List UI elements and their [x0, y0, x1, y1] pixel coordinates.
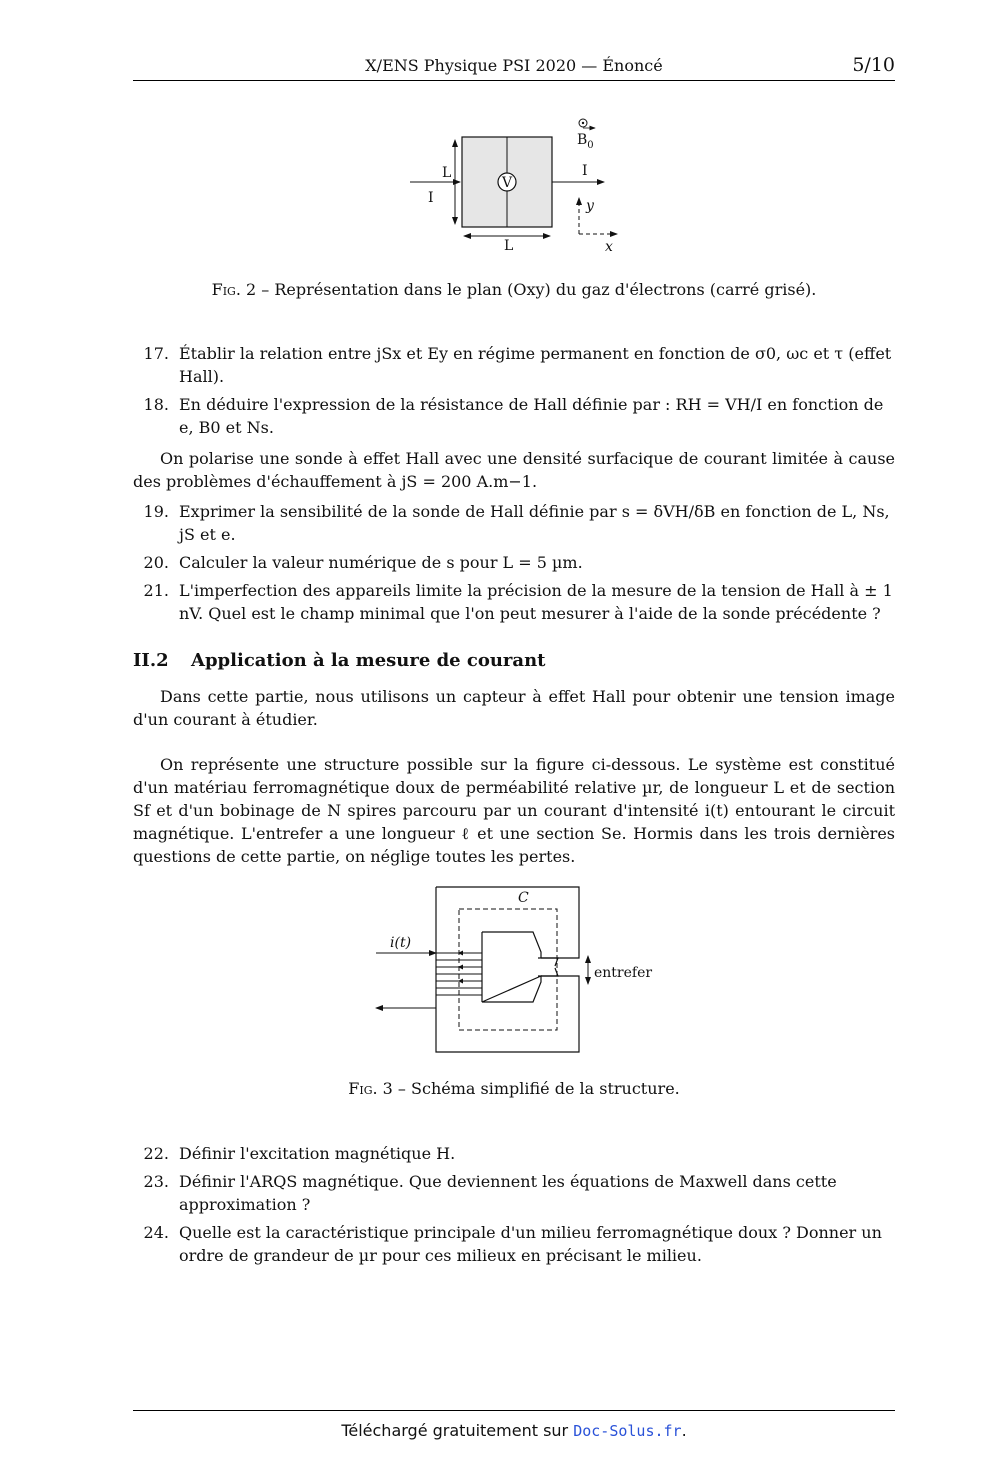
voltmeter-label: V	[501, 175, 513, 191]
axis-label-x: x	[605, 239, 613, 255]
section-heading: II.2 Application à la mesure de courant	[133, 650, 546, 671]
paragraph-structure: On représente une structure possible sur la figure ci-dessous. Le système est constitué d'un matériau ferromagnétique doux de perméabilité relative µr, de longueur L et de section Sf et d'un bobinage de N spires parcouru par un courant d'intensité i(t) entourant le circuit magnétique. L'entrefer a une longueur ℓ et une section Se. Hormis dans les trois dernières questions de cette partie, on néglige toutes les pertes.	[133, 755, 895, 866]
figure-3-caption: Fig. 3 – Schéma simplifié de la structure.	[348, 1079, 680, 1098]
gap-label: entrefer	[594, 965, 653, 981]
question-20: 20. Calculer la valeur numérique de s pour L = 5 µm.	[143, 553, 583, 572]
question-17: 17. Établir la relation entre jSx et Ey en régime permanent en fonction de σ0, ωc et τ (effet Hall).	[143, 344, 892, 386]
header-title: X/ENS Physique PSI 2020 — Énoncé	[365, 56, 663, 75]
page-number: 5/10	[852, 54, 895, 76]
current-label: i(t)	[390, 935, 412, 951]
question-23: 23. Définir l'ARQS magnétique. Que deviennent les équations de Maxwell dans cette approximation ?	[143, 1172, 837, 1214]
current-label-right: I	[582, 163, 588, 179]
footer-divider	[133, 1410, 895, 1411]
doc-solus-link[interactable]: Doc-Solus.fr	[573, 1422, 682, 1440]
magnetic-core	[436, 887, 579, 958]
contour-c	[459, 909, 557, 1030]
page-header	[133, 54, 895, 81]
question-24: 24. Quelle est la caractéristique principale d'un milieu ferromagnétique doux ? Donner un ordre de grandeur de µr pour ces milieux en précisant le milieu.	[143, 1223, 882, 1265]
paragraph-polarise: On polarise une sonde à effet Hall avec une densité surfacique de courant limitée à cause des problèmes d'échauffement à jS = 200 A.m−1.	[133, 449, 895, 491]
figure-3	[370, 880, 670, 1060]
question-22: 22. Définir l'excitation magnétique H.	[143, 1144, 456, 1163]
question-21: 21. L'imperfection des appareils limite la précision de la mesure de la tension de Hall à ± 1 nV. Quel est le champ minimal que l'on peut mesurer à l'aide de la sonde précédente ?	[143, 581, 893, 623]
dimension-label-side: L	[442, 165, 452, 181]
axis-label-y: y	[586, 198, 594, 214]
question-18: 18. En déduire l'expression de la résistance de Hall définie par : RH = VH/I en fonction de e, B0 et Ns.	[143, 395, 884, 437]
field-label: $B_0$	[577, 132, 594, 151]
figure-2-caption: Fig. 2 – Représentation dans le plan (Oxy) du gaz d'électrons (carré grisé).	[211, 280, 817, 299]
paragraph-capteur: Dans cette partie, nous utilisons un capteur à effet Hall pour obtenir une tension image d'un courant à étudier.	[133, 687, 895, 729]
page-footer: Téléchargé gratuitement sur Doc-Solus.fr.	[341, 1421, 687, 1440]
dimension-label-bottom: L	[504, 238, 514, 254]
question-19: 19. Exprimer la sensibilité de la sonde de Hall définie par s = δVH/δB en fonction de L, Ns, jS et e.	[143, 502, 890, 544]
figure-2	[400, 110, 630, 260]
contour-label: C	[518, 890, 529, 906]
current-label-left: I	[428, 190, 434, 206]
